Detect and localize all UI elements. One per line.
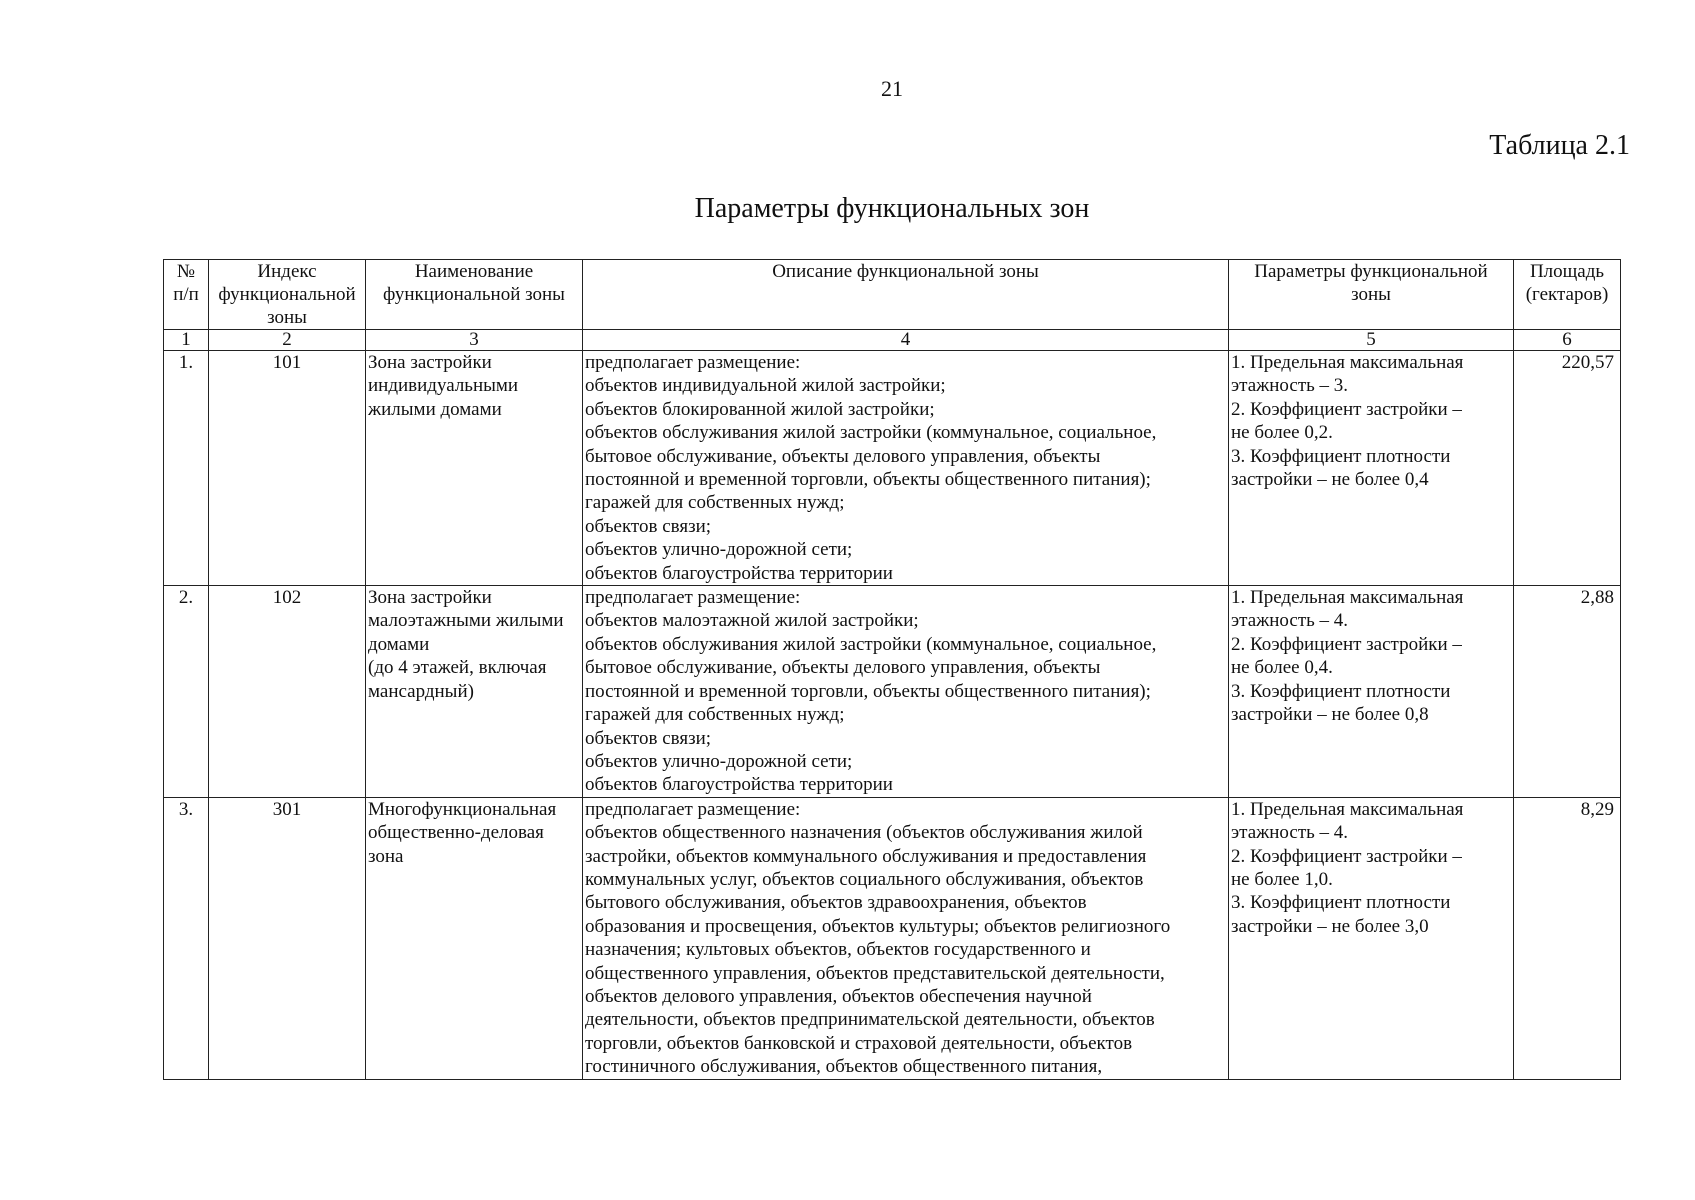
table-row	[164, 797, 1621, 1079]
row-area: 2,88	[1514, 586, 1621, 798]
row-index: 102	[209, 586, 366, 798]
row-area: 220,57	[1514, 351, 1621, 586]
table-label: Таблица 2.1	[1489, 130, 1630, 161]
table-row	[164, 351, 1621, 586]
column-number: 5	[1229, 330, 1514, 351]
table-row	[164, 586, 1621, 798]
row-description: предполагает размещение: объектов общественного назначения (объектов обслуживания жилой застройки, объектов коммунального обслуживания и предоставления коммунальных услуг, объектов социального обслуживания, объектов бытового обслуживания, объектов здравоохранения, объектов образования и просвещения, объектов культуры; объектов религиозного назначения; культовых объектов, объектов государственного и общественного управления, объектов представительской деятельности, объектов делового управления, объектов обеспечения научной деятельности, объектов предпринимательской деятельности, объектов торговли, объектов банковской и страховой деятельности, объектов гостиничного обслуживания, объектов общественного питания,	[583, 797, 1229, 1079]
row-parameters: 1. Предельная максимальная этажность – 3. 2. Коэффициент застройки – не более 0,2. 3. Коэффициент плотности застройки – не более 0,4	[1229, 351, 1514, 586]
column-number: 6	[1514, 330, 1621, 351]
header-description: Описание функциональной зоны	[583, 260, 1229, 330]
column-number: 4	[583, 330, 1229, 351]
header-parameters: Параметры функциональной зоны	[1229, 260, 1514, 330]
row-num: 2.	[164, 586, 209, 798]
row-num: 1.	[164, 351, 209, 586]
row-zone-name: Многофункциональная общественно-деловая зона	[366, 797, 583, 1079]
row-index: 301	[209, 797, 366, 1079]
column-number: 2	[209, 330, 366, 351]
table-header-row	[164, 260, 1621, 330]
row-description: предполагает размещение: объектов индивидуальной жилой застройки; объектов блокированной жилой застройки; объектов обслуживания жилой застройки (коммунальное, социальное, бытовое обслуживание, объекты делового управления, объекты постоянной и временной торговли, объекты общественного питания); гаражей для собственных нужд; объектов связи; объектов улично-дорожной сети; объектов благоустройства территории	[583, 351, 1229, 586]
column-number: 1	[164, 330, 209, 351]
header-index: Индекс функциональной зоны	[209, 260, 366, 330]
column-number-row	[164, 330, 1621, 351]
column-number: 3	[366, 330, 583, 351]
row-description: предполагает размещение: объектов малоэтажной жилой застройки; объектов обслуживания жилой застройки (коммунальное, социальное, бытовое обслуживание, объекты делового управления, объекты постоянной и временной торговли, объекты общественного питания); гаражей для собственных нужд; объектов связи; объектов улично-дорожной сети; объектов благоустройства территории	[583, 586, 1229, 798]
header-num: № п/п	[164, 260, 209, 330]
row-zone-name: Зона застройки индивидуальными жилыми домами	[366, 351, 583, 586]
zones-table	[163, 259, 1621, 1080]
page-number: 21	[881, 76, 903, 101]
row-index: 101	[209, 351, 366, 586]
row-parameters: 1. Предельная максимальная этажность – 4. 2. Коэффициент застройки – не более 1,0. 3. Коэффициент плотности застройки – не более 3,0	[1229, 797, 1514, 1079]
row-area: 8,29	[1514, 797, 1621, 1079]
row-parameters: 1. Предельная максимальная этажность – 4. 2. Коэффициент застройки – не более 0,4. 3. Коэффициент плотности застройки – не более 0,8	[1229, 586, 1514, 798]
header-name: Наименование функциональной зоны	[366, 260, 583, 330]
row-zone-name: Зона застройки малоэтажными жилыми домами (до 4 этажей, включая мансардный)	[366, 586, 583, 798]
header-area: Площадь (гектаров)	[1514, 260, 1621, 330]
row-num: 3.	[164, 797, 209, 1079]
table-title: Параметры функциональных зон	[694, 193, 1090, 224]
